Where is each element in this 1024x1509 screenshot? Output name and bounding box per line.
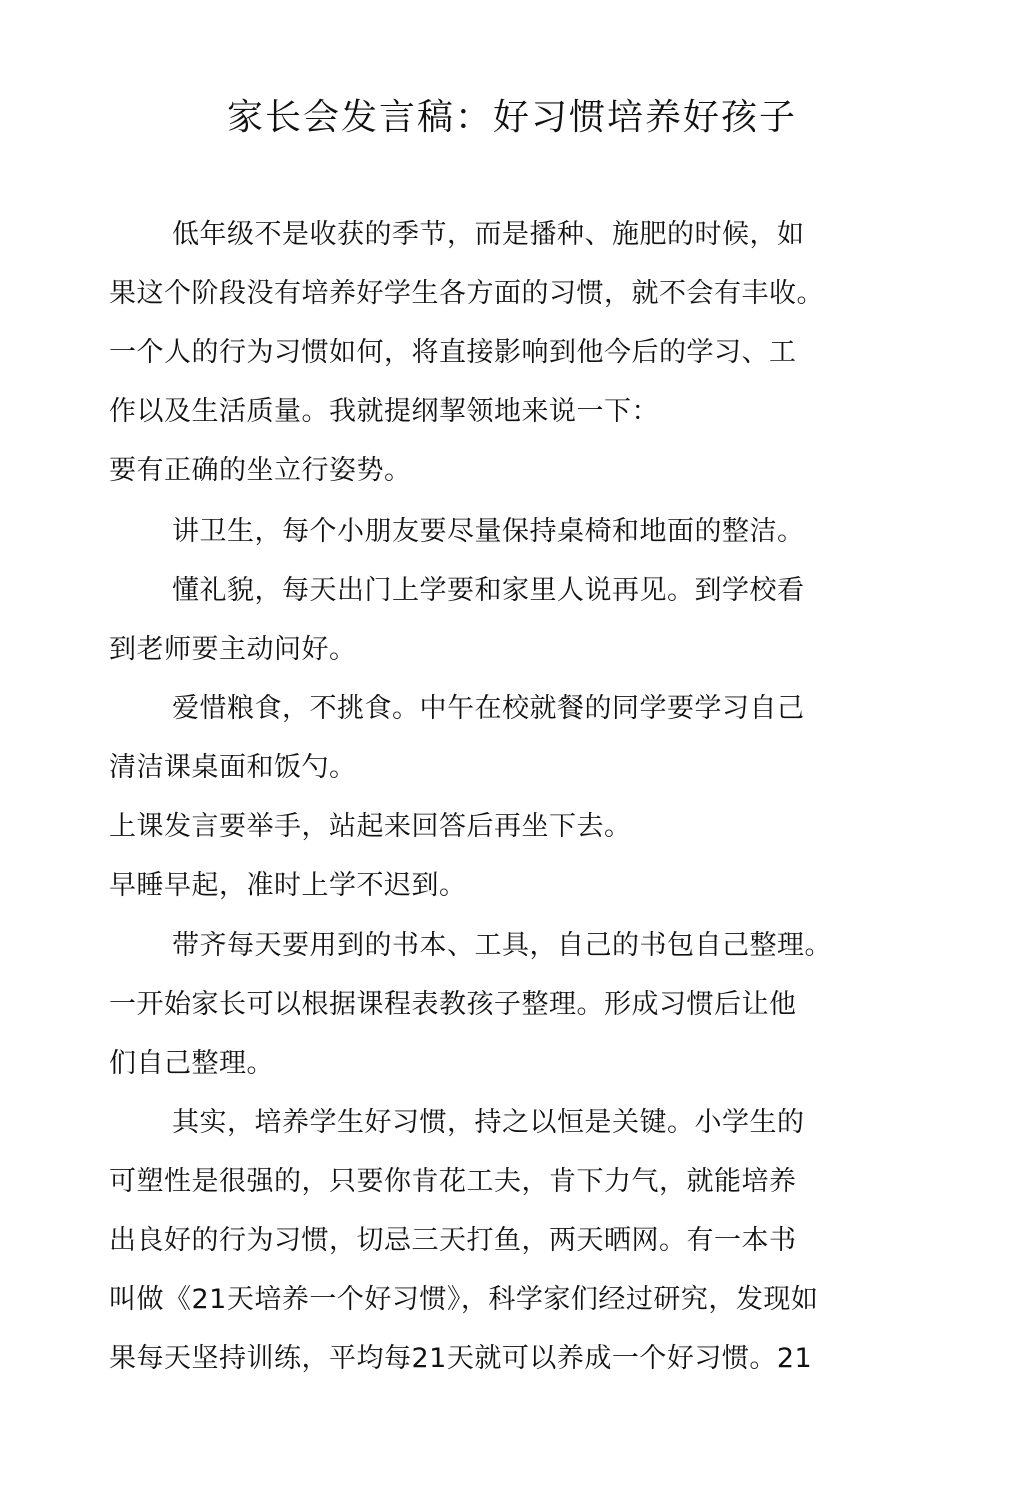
paragraph-line: 果每天坚持训练，平均每21天就可以养成一个好习惯。21 — [109, 1343, 813, 1374]
paragraph-line: 爱惜粮食，不挑食。中午在校就餐的同学要学习自己 — [172, 693, 805, 724]
paragraph-line: 懂礼貌，每天出门上学要和家里人说再见。到学校看 — [172, 575, 805, 606]
page-title: 家长会发言稿：好习惯培养好孩子 — [226, 97, 797, 138]
paragraph-line: 们自己整理。 — [109, 1048, 274, 1079]
paragraph-line: 作以及生活质量。我就提纲挈领地来说一下： — [109, 396, 659, 427]
paragraph-line: 叫做《21天培养一个好习惯》，科学家们经过研究，发现如 — [109, 1284, 819, 1315]
paragraph-line: 讲卫生，每个小朋友要尽量保持桌椅和地面的整洁。 — [172, 516, 805, 547]
paragraph-line: 出良好的行为习惯，切忌三天打鱼，两天晒网。有一本书 — [109, 1225, 797, 1256]
paragraph-line: 低年级不是收获的季节，而是播种、施肥的时候，如 — [172, 219, 805, 250]
paragraph-line: 一个人的行为习惯如何，将直接影响到他今后的学习、工 — [109, 337, 797, 368]
paragraph-line: 果这个阶段没有培养好学生各方面的习惯，就不会有丰收。 — [109, 278, 824, 309]
paragraph-line: 上课发言要举手，站起来回答后再坐下去。 — [109, 811, 632, 842]
paragraph-line: 要有正确的坐立行姿势。 — [109, 455, 412, 486]
paragraph-line: 清洁课桌面和饭勺。 — [109, 752, 357, 783]
paragraph-line: 其实，培养学生好习惯，持之以恒是关键。小学生的 — [172, 1107, 805, 1138]
paragraph-line: 到老师要主动问好。 — [109, 634, 357, 665]
paragraph-line: 一开始家长可以根据课程表教孩子整理。形成习惯后让他 — [109, 989, 797, 1020]
paragraph-line: 可塑性是很强的，只要你肯花工夫，肯下力气，就能培养 — [109, 1166, 797, 1197]
paragraph-line: 带齐每天要用到的书本、工具，自己的书包自己整理。 — [172, 930, 832, 961]
paragraph-line: 早睡早起，准时上学不迟到。 — [109, 870, 467, 901]
